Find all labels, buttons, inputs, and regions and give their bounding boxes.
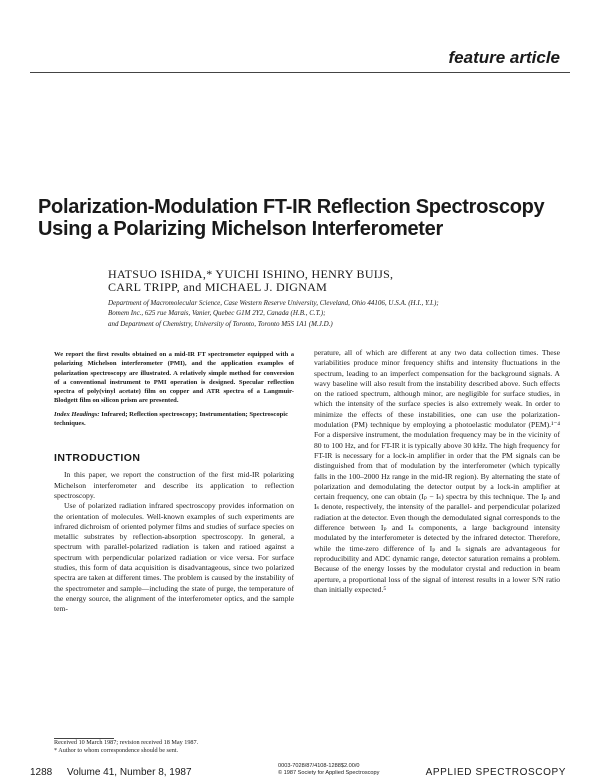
imprint-line: 0003-7028/87/4108-1288$2.00/0	[278, 763, 360, 769]
page-number: 1288	[30, 767, 53, 778]
left-column	[54, 350, 294, 615]
journal-name: APPLIED SPECTROSCOPY	[425, 767, 566, 778]
imprint	[278, 763, 379, 777]
author-list	[108, 268, 508, 294]
volume-info: Volume 41, Number 8, 1987	[67, 767, 192, 778]
title-line: Polarization-Modulation FT-IR Reflection Spectroscopy	[38, 196, 545, 218]
title-line: Using a Polarizing Michelson Interferometer	[38, 218, 443, 241]
abstract-text: We report the first results obtained on a mid-IR FT spectrometer equipped with a polarizing Michelson interferometer (PMI), and the application examples of polarization spectroscopy are illustrated. A relatively simple method for conversion of a conventional instrument to PMI operation is designed. Specular reflection spectra of poly(vinyl acetate) film on copper and ATR spectra of a Langmuir-Blodgett film on silicon prism are presented.	[54, 351, 294, 405]
intro-heading: INTRODUCTION	[54, 452, 141, 465]
affiliation-line: Bomem Inc., 625 rue Marais, Vanier, Quebec G1M 2Y2, Canada (H.B., C.T.);	[108, 309, 326, 318]
right-paragraph: perature, all of which are different at any two data collection times. These variabilities produce minor frequency shifts and intensity fluctuations in the spectrum, leading to an imperfect compensation for the background signals. A wavy baseline will also result from the instability described above. Such effects on the ratioed spectrum, although minor, are negligible for surface studies, in which the intensity of the surface species is also extremely weak. In order to minimize the effects of these instabilities, one can use the polarization-modulation (PM) technique by employing a photoelastic modulator (PEM).¹⁻⁴ For a dispersive instrument, the modulation frequency may be in the vicinity of 80 to 100 Hz, and for FT-IR it is typically above 30 kHz. The high frequency for FT-IR is necessary for a lock-in amplifier in order that the PM signals can be distinguished from that of modulation by the interferometer (which typically falls in the 100–2000 Hz range in the mid-IR region). By alternating the state of polarization and demodulating the detector output by a lock-in amplifier at certain frequency, one can obtain (Iₚ − Iₛ) spectra by this technique. The Iₚ and Iₛ denote, respectively, the intensity of the parallel- and perpendicular polarized radiation at the detector. Even though the demodulated signal corresponds to the difference between Iₚ and Iₛ components, a large background intensity modulated by the interferometer is detected by the infrared detector. Therefore, while the time-zero difference of Iₚ and Iₛ signals are advantageous for reproducibility and ADC dynamic range, detector saturation remains a problem. Because of the energy losses by the modulator crystal and reduction in beam aperture, a proportional loss of the signal of interest results in a lower S/N ratio than initially expected.⁵	[314, 348, 560, 594]
right-body	[314, 348, 560, 595]
author-line: CARL TRIPP, and MICHAEL J. DIGNAM	[108, 280, 328, 294]
folio	[30, 767, 204, 778]
affiliation-line: Department of Macromolecular Science, Case Western Reserve University, Cleveland, Ohio 44106, U.S.A. (H.I., Y.I.);	[108, 299, 439, 307]
article-title	[38, 196, 578, 241]
imprint-line: © 1987 Society for Applied Spectroscopy	[278, 770, 380, 776]
right-column	[314, 348, 560, 595]
index-terms: Infrared; Reflection spectroscopy; Instrumentation; Spectroscopic techniques.	[54, 410, 289, 428]
intro-body	[54, 470, 294, 614]
affiliation-line: and Department of Chemistry, University of Toronto, Toronto M5S 1A1 (M.J.D.)	[108, 319, 333, 328]
abstract	[54, 350, 294, 406]
footnote: * Author to whom correspondence should be sent.	[54, 746, 179, 754]
author-line: HATSUO ISHIDA,* YUICHI ISHINO, HENRY BUIJS,	[108, 267, 394, 281]
index-label: Index Headings:	[54, 410, 100, 418]
footnote: Received 10 March 1987; revision received 18 May 1987.	[54, 739, 199, 746]
index-headings	[54, 410, 294, 429]
intro-paragraph: In this paper, we report the construction of the first mid-IR polarizing Michelson interferometer and describe its application to reflection spectroscopy.	[54, 470, 294, 500]
header-rule	[30, 72, 570, 73]
affiliations	[108, 298, 488, 329]
section-label: feature article	[448, 48, 560, 67]
intro-paragraph: Use of polarized radiation infrared spectroscopy provides information on the orientation of molecules. Well-known examples of such experiments are infrared dichroism of oriented polymer films and studies of surface species on metallic substrates by reflection-absorption spectroscopy. In general, a spectrum with parallel-polarized radiation is taken and ratioed against a spectrum with perpendicular polarized radiation or vice versa. For surface studies, this form of data acquisition is disadvantageous, since two polarized spectra are taken at different times. The problem is caused by the instability of the spectrometer and sample—including the state of purge, the temperature of the energy source, the alignment of the interferometer optics, and the sample tem-	[54, 501, 294, 614]
footnotes	[54, 739, 294, 754]
